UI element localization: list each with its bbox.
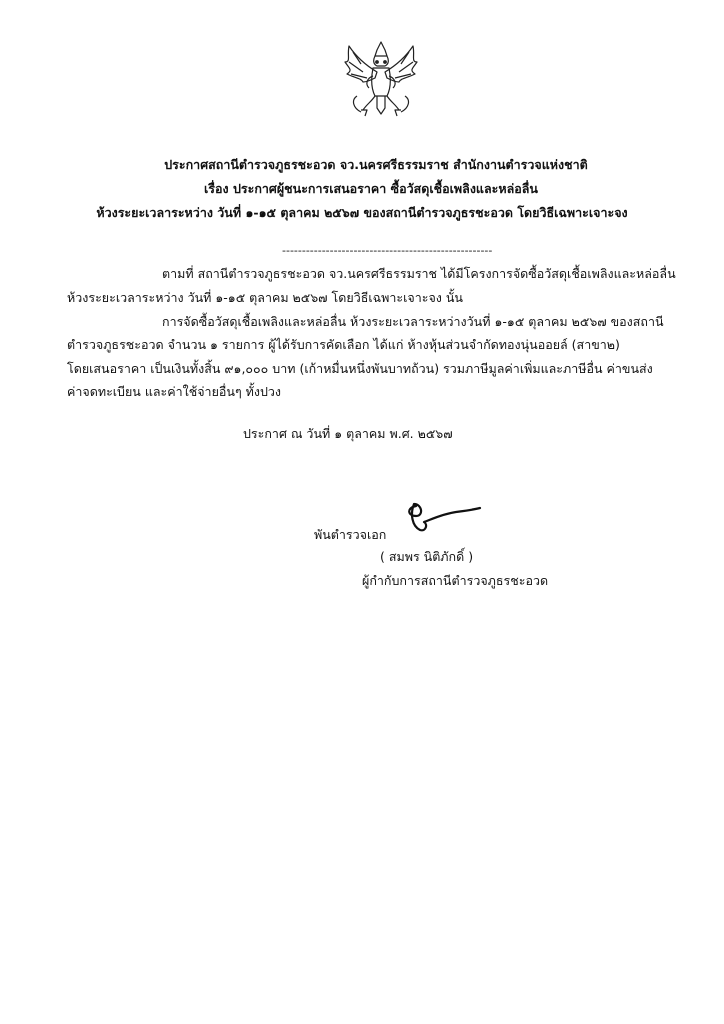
signatory-rank: พันตำรวจเอก	[314, 527, 387, 542]
announcement-date: ประกาศ ณ วันที่ ๑ ตุลาคม พ.ศ. ๒๕๖๗	[243, 426, 453, 441]
para2-line3: โดยเสนอราคา เป็นเงินทั้งสิ้น ๙๑,๐๐๐ บาท (เก้าหมื่นหนึ่งพันบาทถ้วน) รวมภาษีมูลค่าเพิ่มและภาษีอื่น ค่าขนส่ง	[67, 361, 653, 376]
garuda-emblem-icon	[333, 38, 429, 122]
signatory-position: ผู้กำกับการสถานีตำรวจภูธรชะอวด	[362, 573, 549, 588]
heading-line-3: ห้วงระยะเวลาระหว่าง วันที่ ๑-๑๕ ตุลาคม ๒๕๖๗ ของสถานีตำรวจภูธรชะอวด โดยวิธีเฉพาะเจาะจง	[96, 205, 628, 220]
para1-line2: ห้วงระยะเวลาระหว่าง วันที่ ๑-๑๕ ตุลาคม ๒๕๖๗ โดยวิธีเฉพาะเจาะจง นั้น	[67, 290, 463, 305]
para2-line2: ตำรวจภูธรชะอวด จำนวน ๑ รายการ ผู้ได้รับการคัดเลือก ได้แก่ ห้างหุ้นส่วนจำกัดทองนุ่นออยล์ (สาขา๒)	[67, 337, 620, 352]
signature-image	[402, 500, 482, 540]
heading-line-1: ประกาศสถานีตำรวจภูธรชะอวด จว.นครศรีธรรมราช สำนักงานตำรวจแห่งชาติ	[164, 157, 588, 172]
para2-line1: การจัดซื้อวัสดุเชื้อเพลิงและหล่อลื่น ห้วงระยะเวลาระหว่างวันที่ ๑-๑๕ ตุลาคม ๒๕๖๗ ของสถานี	[162, 314, 664, 329]
signatory-name: ( สมพร นิติภักดิ์ )	[380, 549, 474, 564]
para1-line1: ตามที่ สถานีตำรวจภูธรชะอวด จว.นครศรีธรรมราช ได้มีโครงการจัดซื้อวัสดุเชื้อเพลิงและหล่อลื่น	[162, 266, 676, 281]
separator-line: -----------------------------------------------------	[282, 244, 493, 257]
heading-line-2: เรื่อง ประกาศผู้ชนะการเสนอราคา ซื้อวัสดุเชื้อเพลิงและหล่อลื่น	[204, 181, 538, 196]
para2-line4: ค่าจดทะเบียน และค่าใช้จ่ายอื่นๆ ทั้งปวง	[67, 384, 282, 399]
